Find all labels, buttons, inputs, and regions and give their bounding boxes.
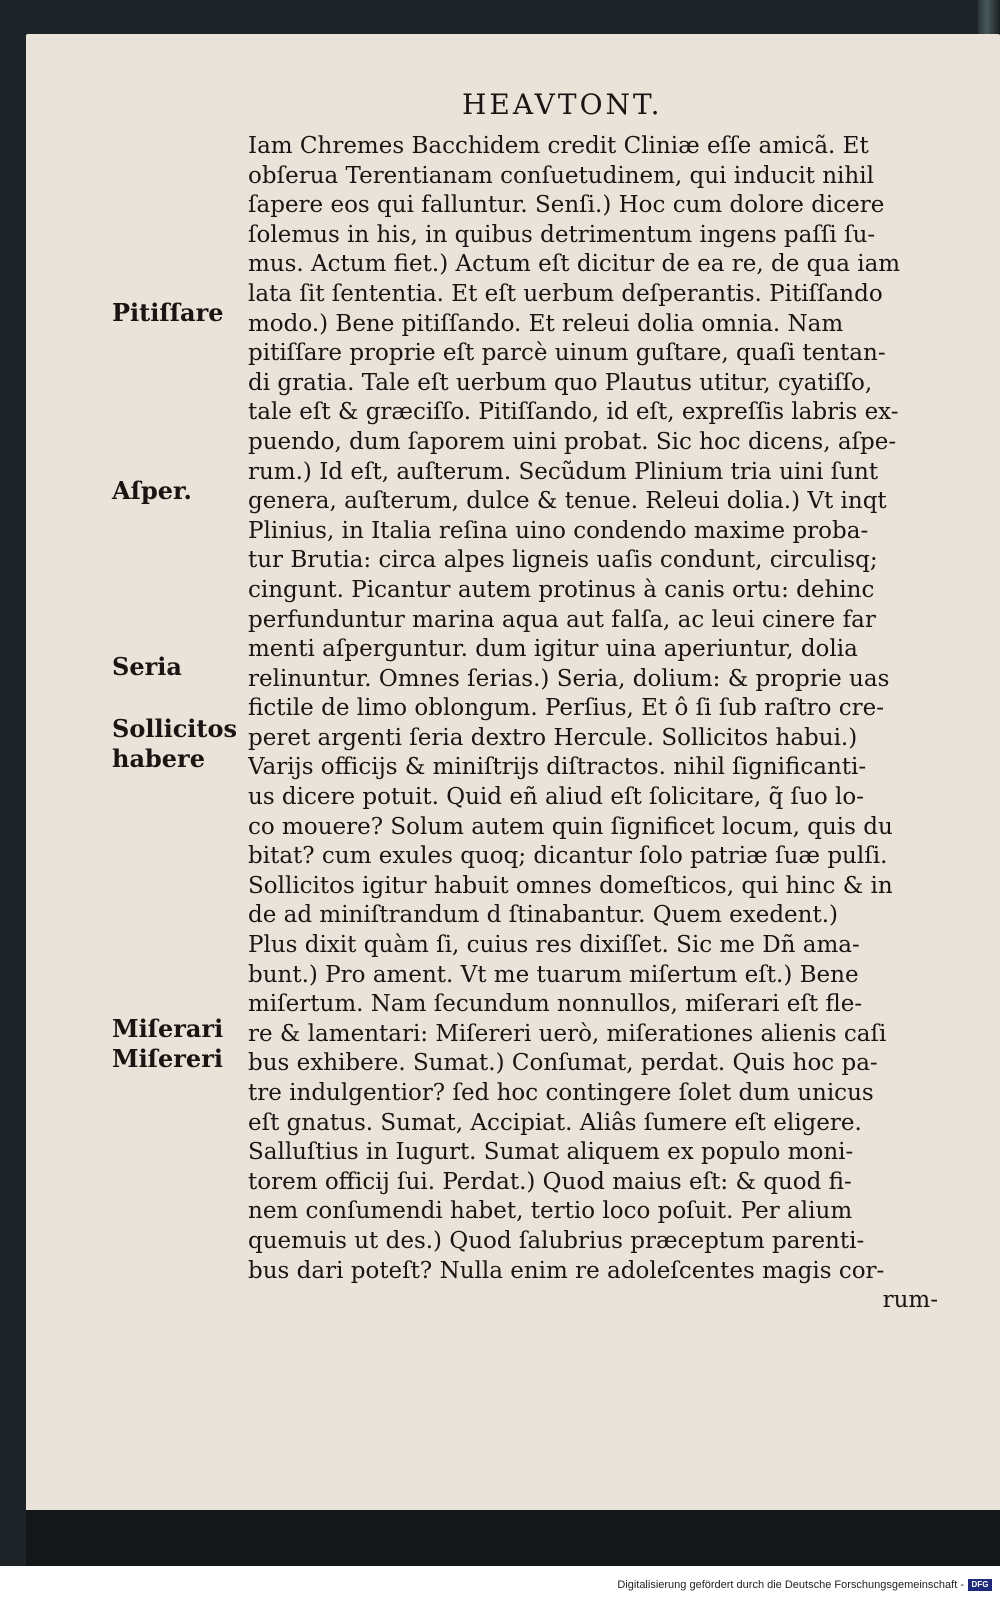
text-line: Iam Chremes Bacchidem credit Cliniæ eſſe amicã. Et bbox=[248, 133, 869, 159]
text-line: bunt.) Pro ament. Vt me tuarum miſertum eſt.) Bene bbox=[248, 961, 859, 988]
text-line: relinuntur. Omnes ſerias.) Seria, dolium: & proprie uas bbox=[248, 665, 890, 692]
page-bottom-shadow bbox=[26, 1510, 1000, 1566]
digitization-footer bbox=[0, 1574, 992, 1596]
text-line: nem conſumendi habet, tertio loco poſuit. Per alium bbox=[248, 1198, 853, 1225]
text-line: genera, auſterum, dulce & tenue. Releui dolia.) Vt inqt bbox=[248, 488, 887, 515]
text-line: pitiſſare proprie eſt parcè uinum guſtare, quaſi tentan- bbox=[248, 340, 886, 367]
text-line: co mouere? Solum autem quin ſignificet locum, quis du bbox=[248, 813, 893, 840]
text-line: tur Brutia: circa alpes ligneis uaſis condunt, circulisq; bbox=[248, 547, 878, 574]
text-line: fictile de limo oblongum. Perſius, Et ô ſi ſub raſtro cre- bbox=[248, 695, 885, 722]
catchword: rum- bbox=[882, 1287, 938, 1314]
text-line: rum.) Id eſt, auſterum. Secũdum Plinium tria uini ſunt bbox=[248, 458, 879, 485]
marginal-note: Aſper. bbox=[112, 476, 192, 505]
marginal-note: habere bbox=[112, 744, 205, 773]
text-line: menti aſperguntur. dum igitur uina aperiuntur, dolia bbox=[248, 636, 858, 663]
text-line: quemuis ut des.) Quod ſalubrius præceptum parenti- bbox=[248, 1227, 865, 1254]
text-line: peret argenti ſeria dextro Hercule. Sollicitos habui.) bbox=[248, 724, 858, 751]
main-text-block bbox=[248, 132, 938, 1316]
text-line: de ad miniſtrandum d ſtinabantur. Quem exedent.) bbox=[248, 902, 838, 929]
text-line: di gratia. Tale eſt uerbum quo Plautus utitur, cyatiſſo, bbox=[248, 369, 873, 396]
marginal-note: Miſereri bbox=[112, 1044, 223, 1073]
dfg-logo-icon: DFG bbox=[968, 1579, 992, 1591]
marginal-note: Miſerari bbox=[112, 1014, 224, 1043]
text-line: lata ſit ſententia. Et eſt uerbum deſperantis. Pitiſſando bbox=[248, 280, 883, 307]
text-line: Plus dixit quàm ſi, cuius res dixiſſet. Sic me Dñ ama- bbox=[248, 932, 860, 959]
text-line: mus. Actum fiet.) Actum eſt dicitur de ea re, de qua iam bbox=[248, 251, 901, 278]
marginal-note: Sollicitos bbox=[112, 714, 238, 743]
text-line: modo.) Bene pitiſſando. Et releui dolia omnia. Nam bbox=[248, 310, 844, 337]
text-line: bitat? cum exules quoq; dicantur ſolo patriæ ſuæ pulſi. bbox=[248, 843, 888, 870]
text-line: bus dari poteſt? Nulla enim re adoleſcentes magis cor- bbox=[248, 1257, 885, 1284]
text-line: ſolemus in his, in quibus detrimentum ingens paſſi ſu- bbox=[248, 221, 876, 248]
text-line: re & lamentari: Miſereri uerò, miſerationes alienis caſi bbox=[248, 1020, 887, 1047]
text-line: obſerua Terentianam conſuetudinem, qui inducit nihil bbox=[248, 162, 874, 189]
text-line: ſapere eos qui falluntur. Senſi.) Hoc cum dolore dicere bbox=[248, 192, 885, 219]
text-line: Salluſtius in Iugurt. Sumat aliquem ex populo moni- bbox=[248, 1139, 854, 1166]
text-line: Varijs officijs & miniſtrijs diſtractos. nihil ſignificanti- bbox=[248, 754, 867, 781]
text-line: puendo, dum ſaporem uini probat. Sic hoc dicens, aſpe- bbox=[248, 428, 897, 455]
running-header: HEAVTONT. bbox=[462, 88, 663, 121]
text-line: tre indulgentior? ſed hoc contingere ſolet dum unicus bbox=[248, 1080, 874, 1106]
marginal-note: Pitiſſare bbox=[112, 298, 224, 327]
text-line: Plinius, in Italia reſina uino condendo maxime proba- bbox=[248, 517, 869, 544]
text-line: miſertum. Nam ſecundum nonnullos, miſerari eſt fle- bbox=[248, 991, 863, 1018]
text-line: perfunduntur marina aqua aut falſa, ac leui cinere far bbox=[248, 606, 876, 633]
footer-text: Digitalisierung gefördert durch die Deutsche Forschungsgemeinschaft - bbox=[617, 1579, 964, 1591]
text-line: cingunt. Picantur autem protinus à canis ortu: dehinc bbox=[248, 576, 875, 603]
text-line: us dicere potuit. Quid eñ aliud eſt ſolicitare, q̃ ſuo lo- bbox=[248, 784, 864, 811]
marginal-note: Seria bbox=[112, 652, 182, 681]
text-line: bus exhibere. Sumat.) Conſumat, perdat. Quis hoc pa- bbox=[248, 1050, 878, 1077]
text-line: tale eſt & græciſſo. Pitiſſando, id eſt, expreſſis labris ex- bbox=[248, 399, 899, 426]
text-line: Sollicitos igitur habuit omnes domeſticos, qui hinc & in bbox=[248, 872, 893, 899]
text-line: torem officij ſui. Perdat.) Quod maius eſt: & quod fi- bbox=[248, 1168, 852, 1195]
text-line: eſt gnatus. Sumat, Accipiat. Aliâs ſumere eſt eligere. bbox=[248, 1109, 862, 1136]
